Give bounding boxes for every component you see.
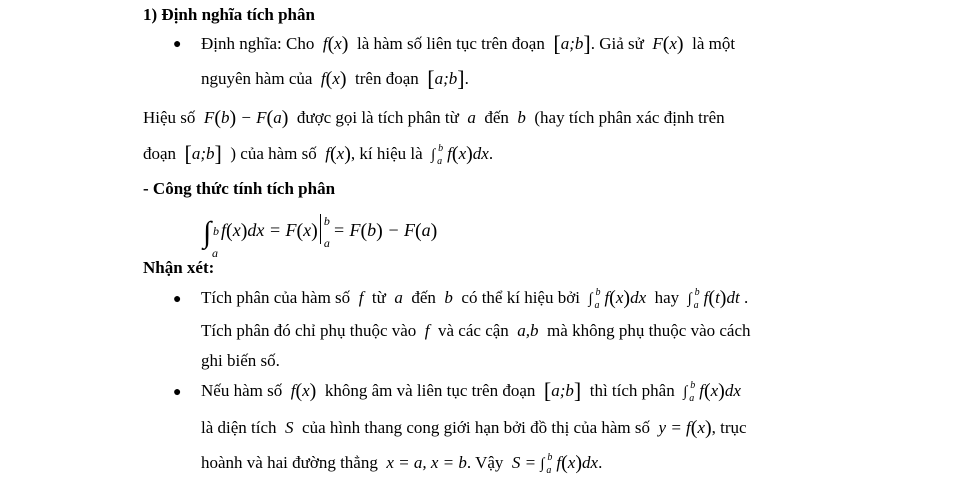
definition-line-1 — [201, 33, 735, 55]
text: đến — [411, 288, 436, 307]
bullet-icon: ● — [173, 37, 182, 52]
section-title: 1) Định nghĩa tích phân — [143, 5, 315, 24]
text: . — [464, 69, 469, 88]
text: Hiệu số — [143, 108, 196, 127]
bullet-icon: ● — [173, 385, 182, 400]
text: . — [743, 288, 749, 307]
text: , trục — [711, 418, 747, 437]
text: từ — [371, 288, 386, 307]
remark2-line-3 — [201, 452, 602, 475]
text: Định nghĩa: Cho — [201, 34, 315, 53]
formula-heading: - Công thức tính tích phân — [143, 179, 336, 198]
text: là hàm số liên tục trên đoạn — [356, 34, 545, 53]
text: Nếu hàm số — [201, 381, 283, 400]
text: . — [488, 144, 494, 163]
text: là diện tích — [201, 418, 277, 437]
math-y-eq-fx: y = f(x) — [654, 417, 712, 439]
math-a: a — [390, 288, 408, 307]
text: của hình thang cong giới hạn bởi đồ thị của hàm số — [302, 418, 651, 437]
text: nguyên hàm của — [201, 69, 313, 88]
text: là một — [692, 34, 736, 53]
text: . — [598, 453, 603, 472]
text: hoành và hai đường thẳng — [201, 453, 378, 472]
math-F-x: F(x) — [648, 33, 684, 55]
math-integral-fx-dx: ∫ b a f(x)dx — [431, 143, 489, 167]
math-interval-ab: [a;b] — [543, 378, 582, 403]
remark1-line-2 — [201, 320, 751, 342]
difference-line-1 — [143, 107, 725, 129]
math-interval-ab: [a;b] — [427, 66, 465, 91]
math-f: f — [354, 288, 368, 307]
text: trên đoạn — [355, 69, 419, 88]
text: có thể kí hiệu bởi — [461, 288, 580, 307]
math-integral-fx-dx: ∫ b a f(x)dx — [683, 380, 741, 404]
math-f-x: f(x) — [321, 143, 351, 165]
math-a: a — [463, 108, 481, 127]
text: thì tích phân — [589, 381, 675, 400]
math-S: S — [280, 418, 298, 437]
math-x-eq-a-b: x = a, x = b — [382, 453, 467, 472]
math-a-b: a,b — [513, 321, 543, 340]
text: mà không phụ thuộc vào cách — [547, 321, 751, 340]
difference-line-2 — [143, 143, 493, 166]
text: ) của hàm số — [230, 144, 317, 163]
text: đến — [484, 108, 509, 127]
text: (hay tích phân xác định trên — [534, 108, 725, 127]
math-Fb-minus-Fa: F(b) − F(a) — [199, 107, 289, 129]
math-integral-ft-dt: ∫ b a f(t)dt — [687, 287, 740, 311]
text: , kí hiệu là — [350, 144, 423, 163]
text: được gọi là tích phân từ — [296, 108, 459, 127]
math-interval-ab: [a;b] — [184, 141, 222, 166]
text: Tích phân đó chỉ phụ thuộc vào — [201, 321, 417, 340]
math-b: b — [513, 108, 531, 127]
math-b: b — [440, 288, 458, 307]
math-S-eq-integral: S = ∫ b a f(x)dx — [507, 452, 599, 476]
remark1-line-3: ghi biến số. — [201, 351, 280, 370]
text: đoạn — [143, 144, 177, 163]
text: không âm và liên tục trên đoạn — [324, 381, 536, 400]
math-f: f — [420, 321, 434, 340]
text: và các cận — [438, 321, 509, 340]
math-integral-fx-dx: ∫ b a f(x)dx — [588, 287, 651, 311]
text: Tích phân của hàm số — [201, 288, 351, 307]
math-interval-ab: [a;b] — [553, 31, 591, 56]
remark2-line-2 — [201, 417, 747, 439]
remark1-line-1 — [201, 287, 748, 310]
definition-line-2 — [201, 68, 469, 90]
text: . Vậy — [466, 453, 504, 472]
bullet-icon: ● — [173, 292, 182, 307]
remark2-line-1 — [201, 380, 741, 403]
math-f-x: f(x) — [286, 380, 317, 402]
text: . Giả sử — [590, 34, 644, 53]
newton-leibniz-formula: ∫ b a f(x)dx = F(x) b a = F(b) − F(a) — [203, 214, 438, 260]
text: hay — [654, 288, 680, 307]
math-f-x: f(x) — [318, 33, 349, 55]
math-f-x: f(x) — [316, 68, 347, 90]
remark-heading: Nhận xét: — [143, 258, 215, 277]
